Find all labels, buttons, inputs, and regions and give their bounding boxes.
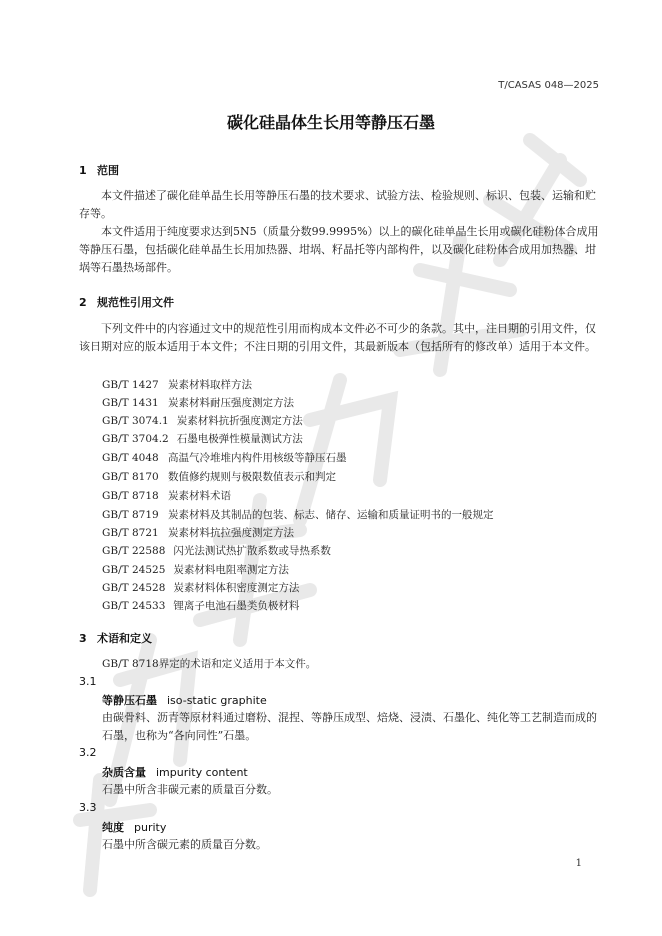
term-english: impurity content xyxy=(156,766,248,779)
reference-title: 炭素材料抗折强度测定方法 xyxy=(176,415,303,427)
reference-code: GB/T 3074.1 xyxy=(102,415,169,427)
reference-item xyxy=(102,525,294,540)
terms-intro: GB/T 8718界定的术语和定义适用于本文件。 xyxy=(102,658,317,670)
reference-title: 石墨电极弹性模量测试方法 xyxy=(176,433,303,445)
reference-item xyxy=(102,431,303,446)
reference-item xyxy=(102,580,299,595)
section-number: 3 xyxy=(79,632,87,645)
reference-title: 锂离子电池石墨类负极材料 xyxy=(173,600,300,612)
reference-title: 炭素材料及其制品的包装、标志、储存、运输和质量证明书的一般规定 xyxy=(168,509,494,521)
term-number: 3.1 xyxy=(79,675,97,688)
reference-item xyxy=(102,450,347,465)
term-definition: 石墨中所含非碳元素的质量百分数。 xyxy=(102,783,278,796)
reference-code: GB/T 8721 xyxy=(102,527,159,539)
reference-item xyxy=(102,469,336,484)
reference-item xyxy=(102,395,294,410)
section-number: 1 xyxy=(79,164,87,177)
reference-title: 高温气冷堆堆内构件用核级等静压石墨 xyxy=(168,452,347,464)
reference-code: GB/T 3704.2 xyxy=(102,433,169,445)
reference-code: GB/T 24533 xyxy=(102,600,166,612)
reference-code: GB/T 4048 xyxy=(102,452,159,464)
section-heading-normative-refs xyxy=(79,294,174,310)
reference-item xyxy=(102,507,494,522)
section-heading-terms xyxy=(79,630,152,646)
reference-code: GB/T 8719 xyxy=(102,509,159,521)
term-number: 3.3 xyxy=(79,801,97,814)
reference-item xyxy=(102,488,231,503)
section-title: 范围 xyxy=(97,164,119,177)
section-heading-scope xyxy=(79,162,119,178)
reference-title: 炭素材料体积密度测定方法 xyxy=(173,582,300,594)
reference-item xyxy=(102,377,252,392)
document-title: 碳化硅晶体生长用等静压石墨 xyxy=(226,113,435,132)
reference-title: 炭素材料电阻率测定方法 xyxy=(173,564,289,576)
reference-code: GB/T 22588 xyxy=(102,545,166,557)
reference-code: GB/T 8170 xyxy=(102,471,159,483)
term-english: purity xyxy=(134,821,167,834)
standard-number: T/CASAS 048—2025 xyxy=(498,80,599,91)
reference-code: GB/T 1431 xyxy=(102,397,159,409)
reference-item xyxy=(102,562,289,577)
reference-title: 炭素材料取样方法 xyxy=(168,379,252,391)
reference-title: 炭素材料抗拉强度测定方法 xyxy=(168,527,294,539)
term-entry xyxy=(102,692,267,708)
scope-paragraph-2: 本文件适用于纯度要求达到5N5（质量分数99.9995%）以上的碳化硅单晶生长用或碳化硅粉体合成用等静压石墨，包括碳化硅单晶生长用加热器、坩埚、籽晶托等内部构件，以及碳化硅粉体合成用加热器、坩埚等石墨热场部件。 xyxy=(79,225,599,274)
term-entry xyxy=(102,764,248,780)
scope-paragraph-1: 本文件描述了碳化硅单晶生长用等静压石墨的技术要求、试验方法、检验规则、标识、包装、运输和贮存等。 xyxy=(79,189,596,220)
reference-title: 炭素材料耐压强度测定方法 xyxy=(168,397,294,409)
term-definition: 石墨中所含碳元素的质量百分数。 xyxy=(102,838,267,851)
section-number: 2 xyxy=(79,296,87,309)
reference-title: 数值修约规则与极限数值表示和判定 xyxy=(168,471,336,483)
reference-item xyxy=(102,543,331,558)
reference-code: GB/T 24528 xyxy=(102,582,166,594)
reference-item xyxy=(102,413,303,428)
reference-title: 炭素材料术语 xyxy=(168,490,231,502)
term-definition: 由碳骨料、沥青等原材料通过磨粉、混捏、等静压成型、焙烧、浸渍、石墨化、纯化等工艺制造而成的石墨，也称为“各向同性”石墨。 xyxy=(102,711,597,742)
reference-code: GB/T 1427 xyxy=(102,379,159,391)
normative-refs-intro: 下列文件中的内容通过文中的规范性引用而构成本文件必不可少的条款。其中，注日期的引用文件，仅该日期对应的版本适用于本文件；不注日期的引用文件，其最新版本（包括所有的修改单）适用于本文件。 xyxy=(79,322,596,353)
term-chinese: 纯度 xyxy=(102,821,124,834)
section-title: 规范性引用文件 xyxy=(97,296,174,309)
term-chinese: 等静压石墨 xyxy=(102,694,157,707)
term-entry xyxy=(102,819,166,835)
term-number: 3.2 xyxy=(79,746,97,759)
term-chinese: 杂质含量 xyxy=(102,766,146,779)
page-number: 1 xyxy=(575,858,582,869)
reference-code: GB/T 24525 xyxy=(102,564,166,576)
reference-title: 闪光法测试热扩散系数或导热系数 xyxy=(173,545,331,557)
reference-code: GB/T 8718 xyxy=(102,490,159,502)
section-title: 术语和定义 xyxy=(97,632,152,645)
term-english: iso-static graphite xyxy=(167,694,267,707)
reference-item xyxy=(102,598,299,613)
